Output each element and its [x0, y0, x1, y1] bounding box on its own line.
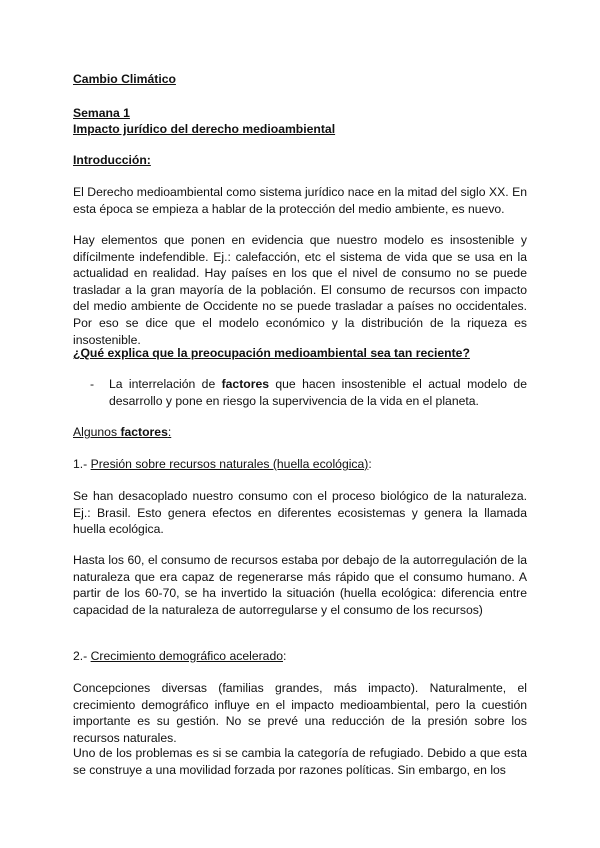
bullet-text-after: que hacen insostenible el actual modelo de desarrollo y pone en riesgo la supervivencia de la vida en el planeta. — [109, 377, 527, 408]
factors-label-colon: : — [167, 425, 172, 439]
factors-label-plain: Algunos — [73, 425, 121, 439]
factor-2-label: Crecimiento demográfico acelerado — [90, 649, 283, 663]
factor-1-label: Presión sobre recursos naturales (huella ecológica) — [90, 457, 369, 471]
bullet-text-before: La interrelación de — [109, 377, 222, 391]
paragraph-unsustainable-model: Hay elementos que ponen en evidencia que nuestro modelo es insostenible y difícilmente indefendible. Ej.: calefacción, etc el sistema de vida que se usa en la actualidad en realidad. Hay países en los que el nivel de consumo no se puede trasladar a la gran mayoría de la población. El consumo de recursos con impacto del medio ambiente de Occidente no se puede trasladar a países no occidentales. Por eso se dice que el modelo económico y la distribución de la riqueza es insostenible. — [73, 233, 527, 347]
paragraph-intro: El Derecho medioambiental como sistema jurídico nace en la mitad del siglo XX. En esta época se empieza a hablar de la protección del medio ambiente, es nuevo. — [73, 185, 527, 216]
factor-2-number: 2.- — [73, 649, 91, 663]
section-subtitle: Impacto jurídico del derecho medioambiental — [73, 122, 336, 136]
factor-1-number: 1.- — [73, 457, 91, 471]
factors-label — [73, 424, 527, 441]
bullet-text-bold: factores — [221, 377, 270, 391]
factor-1-colon: : — [368, 457, 372, 471]
bullet-item — [109, 376, 527, 409]
document-title: Cambio Climático — [73, 72, 176, 86]
paragraph-ecological-footprint: Se han desacoplado nuestro consumo con el proceso biológico de la naturaleza. Ej.: Brasil. Esto genera efectos en diferentes ecosistemas y genera la llamada huella ecológica. — [73, 489, 527, 537]
factor-2-heading — [73, 648, 527, 665]
factors-label-bold: factores — [120, 425, 168, 439]
bullet-dash: - — [90, 377, 95, 391]
factor-1-heading — [73, 456, 527, 473]
question-heading: ¿Qué explica que la preocupación medioambiental sea tan reciente? — [73, 346, 470, 360]
intro-heading: Introducción: — [73, 153, 151, 167]
paragraph-demographic-growth: Concepciones diversas (familias grandes, más impacto). Naturalmente, el crecimiento demográfico influye en el impacto medioambiental, pero la cuestión importante es su gestión. No se prevé una reducción de la presión sobre los recursos naturales. — [73, 681, 527, 745]
paragraph-resource-consumption: Hasta los 60, el consumo de recursos estaba por debajo de la autorregulación de la naturaleza que era capaz de regenerarse más rápido que el consumo humano. A partir de los 60-70, se ha invertido la situación (huella ecológica: diferencia entre capacidad de la naturaleza de autorregularse y el consumo de los recursos) — [73, 553, 527, 617]
week-heading: Semana 1 — [73, 106, 130, 120]
factor-2-colon: : — [283, 649, 287, 663]
paragraph-refugee-category: Uno de los problemas es si se cambia la categoría de refugiado. Debido a que esta se construye a una movilidad forzada por razones políticas. Sin embargo, en los — [73, 746, 527, 777]
